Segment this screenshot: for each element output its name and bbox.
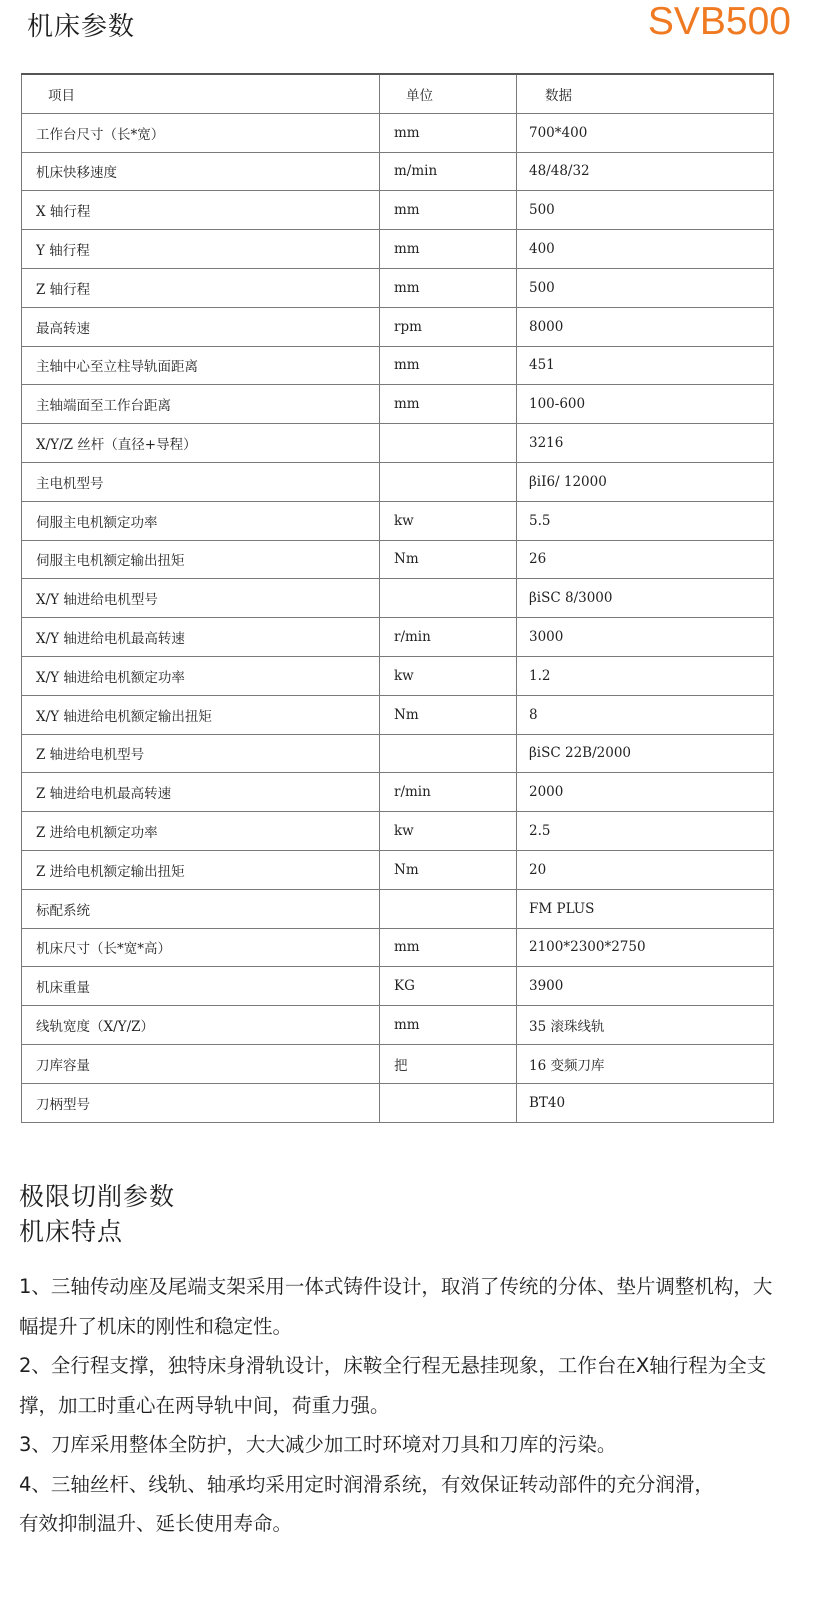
table-row [22, 695, 774, 734]
row-value: 3900 [517, 967, 774, 1006]
row-item: 机床重量 [22, 967, 380, 1006]
column-header-data: 数据 [517, 74, 774, 113]
table-row [22, 734, 774, 773]
row-unit [380, 1083, 517, 1122]
table-row [22, 850, 774, 889]
table-row [22, 462, 774, 501]
row-unit: m/min [380, 152, 517, 191]
feature-item: 3、刀库采用整体全防护，大大减少加工时环境对刀具和刀库的污染。 [19, 1433, 617, 1456]
feature-item: 2、全行程支撑，独特床身滑轨设计，床鞍全行程无悬挂现象，工作台在X轴行程为全支撑，加工时重心在两导轨中间，荷重力强。 [19, 1354, 767, 1417]
row-item: 伺服主电机额定功率 [22, 501, 380, 540]
row-value: βiI6/ 12000 [517, 462, 774, 501]
row-value: 100-600 [517, 385, 774, 424]
feature-item: 有效抑制温升、延长使用寿命。 [19, 1512, 293, 1535]
row-item: X/Y 轴进给电机额定功率 [22, 656, 380, 695]
table-row [22, 1006, 774, 1045]
row-item: 主轴中心至立柱导轨面距离 [22, 346, 380, 385]
row-value: 2000 [517, 773, 774, 812]
row-unit: Nm [380, 695, 517, 734]
row-item: Y 轴行程 [22, 230, 380, 269]
row-item: 伺服主电机额定输出扭矩 [22, 540, 380, 579]
row-value: 500 [517, 191, 774, 230]
row-value: 3000 [517, 618, 774, 657]
row-value: BT40 [517, 1083, 774, 1122]
table-row [22, 268, 774, 307]
row-item: 最高转速 [22, 307, 380, 346]
row-unit: mm [380, 191, 517, 230]
row-value: 451 [517, 346, 774, 385]
row-value: 26 [517, 540, 774, 579]
table-row [22, 773, 774, 812]
section-title-features: 机床特点 [19, 1217, 124, 1246]
row-value: 1.2 [517, 656, 774, 695]
table-row [22, 501, 774, 540]
row-item: 工作台尺寸（长*宽） [22, 113, 380, 152]
row-item: Z 轴行程 [22, 268, 380, 307]
row-value: 16 变频刀库 [517, 1044, 774, 1083]
table-row [22, 967, 774, 1006]
row-value: FM PLUS [517, 889, 774, 928]
row-item: X/Y/Z 丝杆（直径+导程） [22, 424, 380, 463]
table-row [22, 540, 774, 579]
row-item: 标配系统 [22, 889, 380, 928]
row-item: X/Y 轴进给电机型号 [22, 579, 380, 618]
row-item: X/Y 轴进给电机最高转速 [22, 618, 380, 657]
row-value: 5.5 [517, 501, 774, 540]
table-row [22, 230, 774, 269]
table-row [22, 656, 774, 695]
table-row [22, 1083, 774, 1122]
row-unit: 把 [380, 1044, 517, 1083]
row-item: 刀柄型号 [22, 1083, 380, 1122]
row-unit: mm [380, 1006, 517, 1045]
table-row [22, 113, 774, 152]
row-unit: mm [380, 113, 517, 152]
row-unit: Nm [380, 540, 517, 579]
table-row [22, 307, 774, 346]
row-unit: Nm [380, 850, 517, 889]
row-unit: KG [380, 967, 517, 1006]
table-row [22, 1044, 774, 1083]
table-row [22, 812, 774, 851]
row-item: 线轨宽度（X/Y/Z） [22, 1006, 380, 1045]
row-item: Z 进给电机额定功率 [22, 812, 380, 851]
row-item: 主轴端面至工作台距离 [22, 385, 380, 424]
row-value: 3216 [517, 424, 774, 463]
row-value: 700*400 [517, 113, 774, 152]
table-row [22, 889, 774, 928]
table-header-row [22, 74, 774, 113]
row-unit: r/min [380, 618, 517, 657]
row-item: 主电机型号 [22, 462, 380, 501]
row-unit: rpm [380, 307, 517, 346]
spec-table [21, 73, 774, 1123]
row-item: Z 轴进给电机型号 [22, 734, 380, 773]
row-value: 35 滚珠线轨 [517, 1006, 774, 1045]
row-unit: kw [380, 812, 517, 851]
row-unit: r/min [380, 773, 517, 812]
row-unit: mm [380, 928, 517, 967]
row-value: βiSC 8/3000 [517, 579, 774, 618]
row-unit: mm [380, 230, 517, 269]
row-unit [380, 889, 517, 928]
row-item: Z 轴进给电机最高转速 [22, 773, 380, 812]
row-item: X/Y 轴进给电机额定输出扭矩 [22, 695, 380, 734]
row-value: βiSC 22B/2000 [517, 734, 774, 773]
table-row [22, 579, 774, 618]
row-value: 8 [517, 695, 774, 734]
row-item: X 轴行程 [22, 191, 380, 230]
row-value: 2100*2300*2750 [517, 928, 774, 967]
table-row [22, 618, 774, 657]
row-value: 20 [517, 850, 774, 889]
feature-list [19, 1267, 779, 1544]
row-value: 400 [517, 230, 774, 269]
row-unit [380, 424, 517, 463]
feature-item: 1、三轴传动座及尾端支架采用一体式铸件设计，取消了传统的分体、垫片调整机构，大幅提升了机床的刚性和稳定性。 [19, 1275, 773, 1338]
page-title: 机床参数 [27, 12, 136, 42]
row-value: 500 [517, 268, 774, 307]
row-unit: kw [380, 656, 517, 695]
column-header-item: 项目 [22, 74, 380, 113]
table-row [22, 928, 774, 967]
row-unit: mm [380, 385, 517, 424]
row-unit: mm [380, 268, 517, 307]
row-value: 8000 [517, 307, 774, 346]
column-header-unit: 单位 [380, 74, 517, 113]
row-item: 刀库容量 [22, 1044, 380, 1083]
model-name: SVB500 [647, 0, 791, 43]
row-item: 机床尺寸（长*宽*高） [22, 928, 380, 967]
row-item: Z 进给电机额定输出扭矩 [22, 850, 380, 889]
row-value: 2.5 [517, 812, 774, 851]
table-row [22, 152, 774, 191]
row-unit [380, 462, 517, 501]
row-unit: kw [380, 501, 517, 540]
row-value: 48/48/32 [517, 152, 774, 191]
row-unit: mm [380, 346, 517, 385]
table-row [22, 424, 774, 463]
table-row [22, 191, 774, 230]
feature-item: 4、三轴丝杆、线轨、轴承均采用定时润滑系统，有效保证转动部件的充分润滑， [19, 1472, 714, 1496]
section-title-cutting: 极限切削参数 [19, 1182, 176, 1211]
table-row [22, 346, 774, 385]
table-row [22, 385, 774, 424]
row-unit [380, 734, 517, 773]
row-item: 机床快移速度 [22, 152, 380, 191]
row-unit [380, 579, 517, 618]
